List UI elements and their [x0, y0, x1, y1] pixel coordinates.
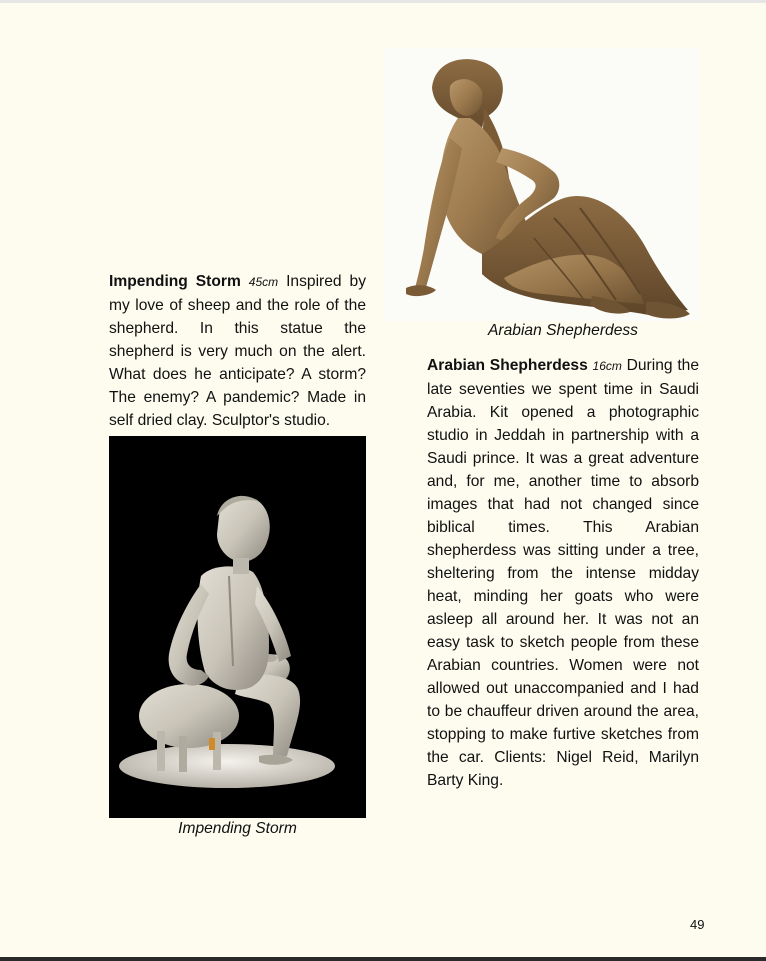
top-border — [0, 0, 766, 3]
arabian-shepherdess-paragraph — [427, 354, 699, 792]
impending-storm-size: 45cm — [248, 275, 279, 289]
arabian-shepherdess-size: 16cm — [592, 359, 622, 373]
arabian-shepherdess-photo — [384, 48, 699, 321]
arabian-shepherdess-article — [427, 354, 699, 792]
impending-storm-body: Inspired by my love of sheep and the role of the shepherd. In this statue the shepherd is very much on the alert. What does he anticipate? A storm? The enemy? A pandemic? Made in self dried clay. Sculptor's studio. — [109, 273, 366, 429]
page-number: 49 — [690, 917, 705, 932]
arabian-shepherdess-title: Arabian Shepherdess — [427, 357, 588, 374]
impending-storm-paragraph — [109, 270, 366, 432]
bottom-border — [0, 957, 766, 961]
clay-sculpture-illustration — [109, 436, 366, 818]
impending-storm-photo — [109, 436, 366, 818]
impending-storm-title: Impending Storm — [109, 273, 241, 290]
impending-storm-article — [109, 270, 366, 432]
bronze-sculpture-illustration — [384, 48, 699, 321]
arabian-shepherdess-caption: Arabian Shepherdess — [488, 322, 638, 339]
arabian-shepherdess-body: During the late seventies we spent time in Saudi Arabia. Kit opened a photographic studio in Jeddah in partnership with a Saudi prince. It was a great adventure and, for me, another time to absorb images that had not changed since biblical times. This Arabian shepherdess was sitting under a tree, sheltering from the intense midday heat, minding her goats who were asleep all around her. It was not an easy task to sketch people from these Arabian countries. Women were not allowed out unaccompanied and I had to be chauffeur driven around the area, stopping to make furtive sketches from the car. Clients: Nigel Reid, Marilyn Barty King. — [427, 357, 699, 789]
impending-storm-caption: Impending Storm — [178, 820, 297, 837]
